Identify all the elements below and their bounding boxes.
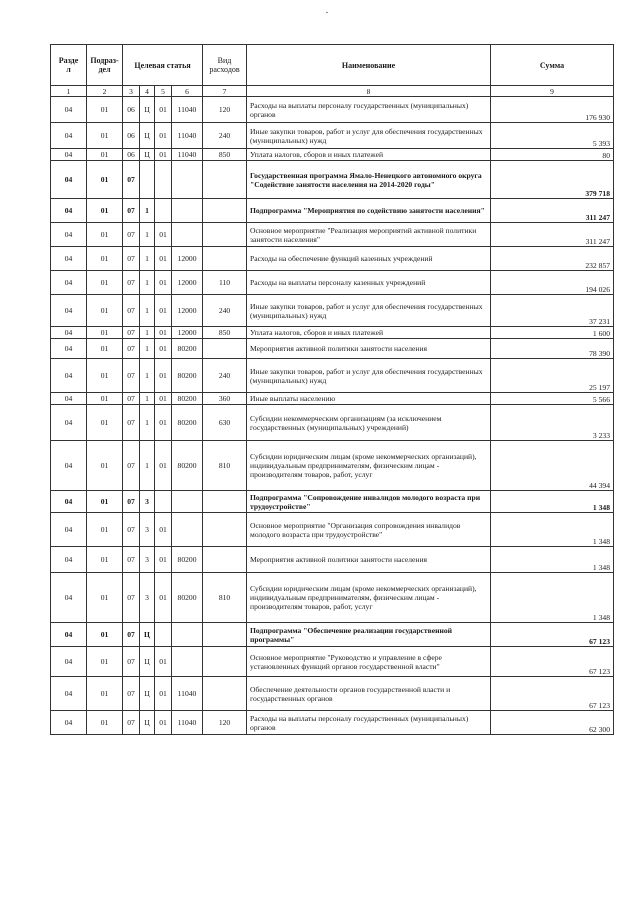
- table-row: [51, 647, 614, 677]
- section-cell: 04: [51, 327, 87, 339]
- section-cell: 04: [51, 573, 87, 623]
- section-cell: 04: [51, 295, 87, 327]
- measure-code-cell: 01: [155, 547, 172, 573]
- expense-type-cell: [203, 247, 247, 271]
- table-row: [51, 359, 614, 393]
- section-cell: 04: [51, 441, 87, 491]
- expense-type-cell: 810: [203, 441, 247, 491]
- amount-cell: 311 247: [491, 199, 614, 223]
- name-cell: Основное мероприятие "Руководство и управление в сфере установленных функций органов государственной власти": [247, 647, 491, 677]
- amount-cell: 5 393: [491, 123, 614, 149]
- measure-code-cell: 01: [155, 573, 172, 623]
- measure-code-cell: 01: [155, 359, 172, 393]
- name-cell: Обеспечение деятельности органов государственной власти и государственных органов: [247, 677, 491, 711]
- program-code-cell: 07: [123, 327, 140, 339]
- direction-code-cell: 12000: [172, 247, 203, 271]
- amount-cell: 37 231: [491, 295, 614, 327]
- column-number: 8: [247, 86, 491, 97]
- section-cell: 04: [51, 711, 87, 735]
- program-code-cell: 07: [123, 647, 140, 677]
- measure-code-cell: 01: [155, 223, 172, 247]
- measure-code-cell: 01: [155, 405, 172, 441]
- expense-type-cell: 240: [203, 123, 247, 149]
- amount-cell: 1 600: [491, 327, 614, 339]
- subsection-cell: 01: [87, 123, 123, 149]
- subprogram-code-cell: 3: [140, 547, 155, 573]
- table-row: [51, 677, 614, 711]
- program-code-cell: 07: [123, 547, 140, 573]
- section-cell: 04: [51, 271, 87, 295]
- subprogram-code-cell: Ц: [140, 623, 155, 647]
- subprogram-code-cell: Ц: [140, 123, 155, 149]
- table-row: [51, 223, 614, 247]
- amount-cell: 62 300: [491, 711, 614, 735]
- amount-cell: 67 123: [491, 647, 614, 677]
- subprogram-code-cell: 1: [140, 199, 155, 223]
- program-code-cell: 07: [123, 339, 140, 359]
- section-cell: 04: [51, 647, 87, 677]
- expense-type-cell: [203, 513, 247, 547]
- expense-type-cell: 240: [203, 295, 247, 327]
- measure-code-cell: 01: [155, 327, 172, 339]
- subprogram-code-cell: 1: [140, 327, 155, 339]
- column-number: 7: [203, 86, 247, 97]
- name-cell: Субсидии юридическим лицам (кроме некоммерческих организаций), индивидуальным предпринимателям, физическим лицам - производителям товаров, работ, услуг: [247, 573, 491, 623]
- subprogram-code-cell: 3: [140, 491, 155, 513]
- table-row: [51, 393, 614, 405]
- table-row: [51, 97, 614, 123]
- direction-code-cell: [172, 223, 203, 247]
- section-cell: 04: [51, 223, 87, 247]
- amount-cell: 232 857: [491, 247, 614, 271]
- subprogram-code-cell: 3: [140, 513, 155, 547]
- table-row: [51, 161, 614, 199]
- program-code-cell: 07: [123, 295, 140, 327]
- subprogram-code-cell: 1: [140, 295, 155, 327]
- name-cell: Субсидии некоммерческим организациям (за исключением государственных (муниципальных) учреждений): [247, 405, 491, 441]
- amount-cell: 80: [491, 149, 614, 161]
- subsection-cell: 01: [87, 271, 123, 295]
- subsection-cell: 01: [87, 405, 123, 441]
- expense-type-cell: [203, 647, 247, 677]
- subsection-cell: 01: [87, 513, 123, 547]
- name-cell: Уплата налогов, сборов и иных платежей: [247, 149, 491, 161]
- table-row: [51, 247, 614, 271]
- section-cell: 04: [51, 339, 87, 359]
- direction-code-cell: 12000: [172, 295, 203, 327]
- subprogram-code-cell: Ц: [140, 647, 155, 677]
- direction-code-cell: 11040: [172, 123, 203, 149]
- direction-code-cell: [172, 623, 203, 647]
- program-code-cell: 06: [123, 97, 140, 123]
- expense-type-cell: 360: [203, 393, 247, 405]
- amount-cell: 78 390: [491, 339, 614, 359]
- measure-code-cell: [155, 199, 172, 223]
- name-cell: Расходы на выплаты персоналу казенных учреждений: [247, 271, 491, 295]
- table-row: [51, 491, 614, 513]
- program-code-cell: 07: [123, 513, 140, 547]
- measure-code-cell: 01: [155, 247, 172, 271]
- program-code-cell: 07: [123, 405, 140, 441]
- measure-code-cell: [155, 491, 172, 513]
- table-row: [51, 199, 614, 223]
- name-cell: Иные закупки товаров, работ и услуг для обеспечения государственных (муниципальных) нужд: [247, 359, 491, 393]
- direction-code-cell: 11040: [172, 149, 203, 161]
- direction-code-cell: [172, 647, 203, 677]
- name-cell: Мероприятия активной политики занятости населения: [247, 547, 491, 573]
- measure-code-cell: [155, 161, 172, 199]
- amount-cell: 176 930: [491, 97, 614, 123]
- program-code-cell: 07: [123, 247, 140, 271]
- program-code-cell: 07: [123, 199, 140, 223]
- measure-code-cell: 01: [155, 123, 172, 149]
- subprogram-code-cell: 1: [140, 223, 155, 247]
- name-cell: Иные закупки товаров, работ и услуг для обеспечения государственных (муниципальных) нужд: [247, 295, 491, 327]
- amount-cell: 1 348: [491, 547, 614, 573]
- subprogram-code-cell: 1: [140, 247, 155, 271]
- subsection-cell: 01: [87, 491, 123, 513]
- subprogram-code-cell: 3: [140, 573, 155, 623]
- program-code-cell: 07: [123, 359, 140, 393]
- subsection-cell: 01: [87, 295, 123, 327]
- direction-code-cell: [172, 491, 203, 513]
- expense-type-cell: [203, 623, 247, 647]
- column-number-row: [51, 86, 614, 97]
- name-cell: Расходы на выплаты персоналу государственных (муниципальных) органов: [247, 711, 491, 735]
- subsection-cell: 01: [87, 247, 123, 271]
- subsection-cell: 01: [87, 711, 123, 735]
- subsection-cell: 01: [87, 441, 123, 491]
- name-cell: Иные закупки товаров, работ и услуг для обеспечения государственных (муниципальных) нужд: [247, 123, 491, 149]
- program-code-cell: 07: [123, 393, 140, 405]
- name-cell: Мероприятия активной политики занятости населения: [247, 339, 491, 359]
- header-amount: Сумма: [491, 45, 614, 86]
- subsection-cell: 01: [87, 359, 123, 393]
- column-number: 5: [155, 86, 172, 97]
- amount-cell: 1 348: [491, 573, 614, 623]
- subsection-cell: 01: [87, 149, 123, 161]
- measure-code-cell: 01: [155, 711, 172, 735]
- direction-code-cell: 80200: [172, 573, 203, 623]
- subprogram-code-cell: Ц: [140, 149, 155, 161]
- measure-code-cell: 01: [155, 149, 172, 161]
- program-code-cell: 07: [123, 677, 140, 711]
- section-cell: 04: [51, 247, 87, 271]
- expense-type-cell: [203, 339, 247, 359]
- expense-type-cell: 630: [203, 405, 247, 441]
- subsection-cell: 01: [87, 573, 123, 623]
- subprogram-code-cell: 1: [140, 441, 155, 491]
- program-code-cell: 07: [123, 711, 140, 735]
- subsection-cell: 01: [87, 677, 123, 711]
- measure-code-cell: 01: [155, 97, 172, 123]
- program-code-cell: 06: [123, 149, 140, 161]
- subprogram-code-cell: Ц: [140, 97, 155, 123]
- table-row: [51, 405, 614, 441]
- subsection-cell: 01: [87, 223, 123, 247]
- header-section: Разде л: [51, 45, 87, 86]
- name-cell: Государственная программа Ямало-Ненецкого автономного округа "Содействие занятости населения на 2014-2020 годы": [247, 161, 491, 199]
- section-cell: 04: [51, 359, 87, 393]
- subsection-cell: 01: [87, 339, 123, 359]
- name-cell: Подпрограмма "Мероприятия по содействию занятости населения": [247, 199, 491, 223]
- amount-cell: 3 233: [491, 405, 614, 441]
- direction-code-cell: [172, 161, 203, 199]
- section-cell: 04: [51, 623, 87, 647]
- name-cell: Расходы на выплаты персоналу государственных (муниципальных) органов: [247, 97, 491, 123]
- expense-type-cell: 850: [203, 149, 247, 161]
- measure-code-cell: [155, 623, 172, 647]
- table-row: [51, 271, 614, 295]
- section-cell: 04: [51, 491, 87, 513]
- name-cell: Подпрограмма "Сопровождение инвалидов молодого возраста при трудоустройстве": [247, 491, 491, 513]
- subprogram-code-cell: 1: [140, 359, 155, 393]
- table-row: [51, 339, 614, 359]
- name-cell: Иные выплаты населению: [247, 393, 491, 405]
- expense-type-cell: [203, 547, 247, 573]
- section-cell: 04: [51, 97, 87, 123]
- amount-cell: 194 026: [491, 271, 614, 295]
- table-row: [51, 123, 614, 149]
- expense-type-cell: [203, 161, 247, 199]
- program-code-cell: 07: [123, 223, 140, 247]
- expense-type-cell: 850: [203, 327, 247, 339]
- amount-cell: 67 123: [491, 623, 614, 647]
- section-cell: 04: [51, 405, 87, 441]
- measure-code-cell: 01: [155, 647, 172, 677]
- column-number: 4: [140, 86, 155, 97]
- table-body: [51, 97, 614, 735]
- measure-code-cell: 01: [155, 339, 172, 359]
- name-cell: Подпрограмма "Обеспечение реализации государственной программы": [247, 623, 491, 647]
- column-number: 6: [172, 86, 203, 97]
- measure-code-cell: 01: [155, 441, 172, 491]
- amount-cell: 379 718: [491, 161, 614, 199]
- direction-code-cell: [172, 199, 203, 223]
- table-row: [51, 547, 614, 573]
- subprogram-code-cell: 1: [140, 405, 155, 441]
- name-cell: Основное мероприятие "Реализация мероприятий активной политики занятости населения": [247, 223, 491, 247]
- amount-cell: 25 197: [491, 359, 614, 393]
- subsection-cell: 01: [87, 97, 123, 123]
- expense-type-cell: [203, 677, 247, 711]
- name-cell: Субсидии юридическим лицам (кроме некоммерческих организаций), индивидуальным предпринимателям, физическим лицам - производителям товаров, работ, услуг: [247, 441, 491, 491]
- subsection-cell: 01: [87, 199, 123, 223]
- table-row: [51, 623, 614, 647]
- table-row: [51, 149, 614, 161]
- subprogram-code-cell: [140, 161, 155, 199]
- measure-code-cell: 01: [155, 513, 172, 547]
- program-code-cell: 06: [123, 123, 140, 149]
- header-expense-type: Вид расходов: [203, 45, 247, 86]
- program-code-cell: 07: [123, 441, 140, 491]
- header-name: Наименование: [247, 45, 491, 86]
- direction-code-cell: [172, 513, 203, 547]
- amount-cell: 67 123: [491, 677, 614, 711]
- subsection-cell: 01: [87, 647, 123, 677]
- amount-cell: 1 348: [491, 491, 614, 513]
- direction-code-cell: 80200: [172, 359, 203, 393]
- expense-type-cell: [203, 223, 247, 247]
- section-cell: 04: [51, 199, 87, 223]
- expense-type-cell: 120: [203, 711, 247, 735]
- direction-code-cell: 80200: [172, 441, 203, 491]
- section-cell: 04: [51, 161, 87, 199]
- table-row: [51, 295, 614, 327]
- subprogram-code-cell: 1: [140, 393, 155, 405]
- expense-type-cell: 120: [203, 97, 247, 123]
- subprogram-code-cell: 1: [140, 339, 155, 359]
- amount-cell: 1 348: [491, 513, 614, 547]
- subsection-cell: 01: [87, 623, 123, 647]
- program-code-cell: 07: [123, 573, 140, 623]
- program-code-cell: 07: [123, 623, 140, 647]
- program-code-cell: 07: [123, 161, 140, 199]
- direction-code-cell: 12000: [172, 327, 203, 339]
- direction-code-cell: 80200: [172, 393, 203, 405]
- expense-type-cell: 110: [203, 271, 247, 295]
- expense-type-cell: 240: [203, 359, 247, 393]
- measure-code-cell: 01: [155, 295, 172, 327]
- direction-code-cell: 80200: [172, 339, 203, 359]
- name-cell: Основное мероприятие "Организация сопровождения инвалидов молодого возраста при трудоустройстве": [247, 513, 491, 547]
- section-cell: 04: [51, 123, 87, 149]
- measure-code-cell: 01: [155, 271, 172, 295]
- table-row: [51, 573, 614, 623]
- expense-type-cell: [203, 491, 247, 513]
- column-number: 2: [87, 86, 123, 97]
- direction-code-cell: 12000: [172, 271, 203, 295]
- measure-code-cell: 01: [155, 393, 172, 405]
- header-row: [51, 45, 614, 86]
- subsection-cell: 01: [87, 327, 123, 339]
- subsection-cell: 01: [87, 161, 123, 199]
- column-number: 1: [51, 86, 87, 97]
- direction-code-cell: 11040: [172, 711, 203, 735]
- subsection-cell: 01: [87, 393, 123, 405]
- direction-code-cell: 80200: [172, 547, 203, 573]
- subprogram-code-cell: Ц: [140, 677, 155, 711]
- measure-code-cell: 01: [155, 677, 172, 711]
- section-cell: 04: [51, 677, 87, 711]
- header-subsection: Подраз- дел: [87, 45, 123, 86]
- scan-speck: [326, 12, 328, 13]
- section-cell: 04: [51, 513, 87, 547]
- table-row: [51, 711, 614, 735]
- program-code-cell: 07: [123, 271, 140, 295]
- subprogram-code-cell: 1: [140, 271, 155, 295]
- direction-code-cell: 11040: [172, 677, 203, 711]
- table-row: [51, 441, 614, 491]
- direction-code-cell: 80200: [172, 405, 203, 441]
- section-cell: 04: [51, 393, 87, 405]
- column-number: 3: [123, 86, 140, 97]
- column-number: 9: [491, 86, 614, 97]
- expense-type-cell: [203, 199, 247, 223]
- direction-code-cell: 11040: [172, 97, 203, 123]
- name-cell: Уплата налогов, сборов и иных платежей: [247, 327, 491, 339]
- expense-type-cell: 810: [203, 573, 247, 623]
- subsection-cell: 01: [87, 547, 123, 573]
- subprogram-code-cell: Ц: [140, 711, 155, 735]
- table-row: [51, 513, 614, 547]
- amount-cell: 44 394: [491, 441, 614, 491]
- header-target-article: Целевая статья: [123, 45, 203, 86]
- section-cell: 04: [51, 547, 87, 573]
- program-code-cell: 07: [123, 491, 140, 513]
- amount-cell: 311 247: [491, 223, 614, 247]
- name-cell: Расходы на обеспечение функций казенных учреждений: [247, 247, 491, 271]
- amount-cell: 5 566: [491, 393, 614, 405]
- budget-table: [50, 44, 614, 735]
- table-row: [51, 327, 614, 339]
- section-cell: 04: [51, 149, 87, 161]
